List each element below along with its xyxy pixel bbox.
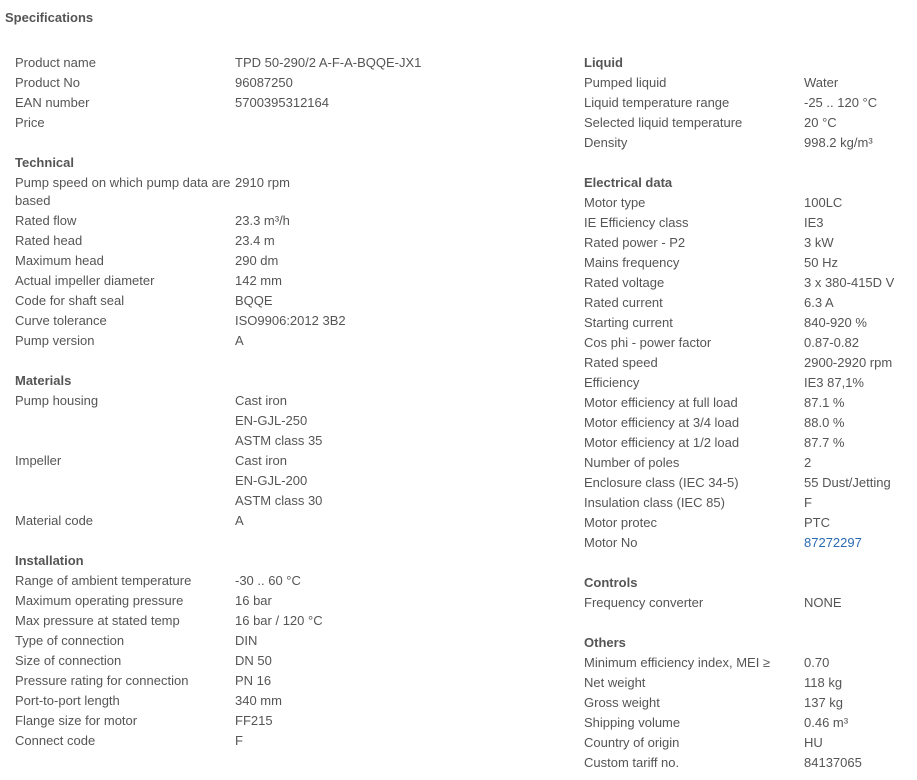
section-title-installation: Installation — [15, 553, 84, 568]
spec-value: 88.0 % — [804, 415, 845, 430]
spec-row — [584, 733, 914, 753]
spec-row — [15, 271, 575, 291]
spec-label: Motor No — [584, 535, 638, 550]
spec-label: Size of connection — [15, 653, 122, 668]
spec-value: 5700395312164 — [235, 95, 329, 110]
section-title-controls: Controls — [584, 575, 638, 590]
spec-row — [584, 433, 914, 453]
spec-label: Efficiency — [584, 375, 640, 390]
spec-label: Minimum efficiency index, MEI ≥ — [584, 655, 771, 670]
spec-row — [584, 313, 914, 333]
spec-label: Flange size for motor — [15, 713, 138, 728]
spec-value: A — [235, 513, 244, 528]
spec-value-list — [235, 391, 575, 451]
spec-row — [584, 673, 914, 693]
spec-value: 50 Hz — [804, 255, 838, 270]
spec-value: FF215 — [235, 713, 273, 728]
spec-row — [15, 671, 575, 691]
spec-label: Insulation class (IEC 85) — [584, 495, 725, 510]
spec-row — [584, 413, 914, 433]
spec-value: TPD 50-290/2 A-F-A-BQQE-JX1 — [235, 55, 422, 70]
spec-row — [584, 93, 914, 113]
spec-row — [15, 311, 575, 331]
spec-label: Custom tariff no. — [584, 755, 680, 770]
spec-value: 16 bar / 120 °C — [235, 613, 323, 628]
materials-section — [15, 371, 575, 531]
spec-row — [15, 53, 575, 73]
spec-row — [15, 73, 575, 93]
spec-label: Motor efficiency at full load — [584, 395, 738, 410]
spec-row — [584, 713, 914, 733]
technical-section — [15, 153, 575, 351]
spec-row — [15, 93, 575, 113]
right-spec-column — [584, 53, 914, 773]
spec-row — [584, 493, 914, 513]
spec-value — [235, 113, 575, 133]
spec-row — [15, 331, 575, 351]
spec-label: IE Efficiency class — [584, 215, 689, 230]
spec-row — [15, 231, 575, 251]
spec-value: HU — [804, 735, 823, 750]
spec-value: ASTM class 35 — [235, 433, 323, 448]
spec-row — [584, 213, 914, 233]
spec-row — [15, 591, 575, 611]
spec-row — [15, 391, 575, 451]
spec-row — [15, 211, 575, 231]
spec-value: IE3 — [804, 215, 824, 230]
spec-row — [15, 173, 575, 211]
spec-value: 20 °C — [804, 115, 837, 130]
spec-value: 84137065 — [804, 755, 862, 770]
spec-row — [15, 631, 575, 651]
spec-value: 998.2 kg/m³ — [804, 135, 873, 150]
spec-label: Maximum operating pressure — [15, 593, 184, 608]
spec-value: 0.87-0.82 — [804, 335, 859, 350]
spec-row — [584, 473, 914, 493]
section-title-others: Others — [584, 635, 626, 650]
spec-value: ASTM class 30 — [235, 493, 323, 508]
spec-label: Gross weight — [584, 695, 660, 710]
spec-label: Code for shaft seal — [15, 293, 125, 308]
spec-value: 142 mm — [235, 273, 282, 288]
spec-value: 340 mm — [235, 693, 282, 708]
spec-value: F — [235, 733, 243, 748]
section-title-liquid: Liquid — [584, 55, 623, 70]
page-title: Specifications — [5, 10, 94, 25]
spec-value: Water — [804, 75, 839, 90]
spec-label: EAN number — [15, 95, 90, 110]
spec-value: 6.3 A — [804, 295, 834, 310]
spec-label: Curve tolerance — [15, 313, 107, 328]
spec-label: Range of ambient temperature — [15, 573, 192, 588]
spec-value: DN 50 — [235, 653, 272, 668]
spec-label: Pump speed on which pump data are based — [15, 175, 231, 208]
spec-row — [584, 453, 914, 473]
spec-value: Cast iron — [235, 393, 288, 408]
spec-value: DIN — [235, 633, 258, 648]
spec-row — [15, 291, 575, 311]
general-section — [15, 53, 575, 133]
spec-value-list — [235, 451, 575, 511]
spec-label: Rated current — [584, 295, 663, 310]
spec-row — [15, 251, 575, 271]
spec-value: 0.46 m³ — [804, 715, 849, 730]
section-title-electrical: Electrical data — [584, 175, 673, 190]
spec-value: 100LC — [804, 195, 843, 210]
spec-label: Pressure rating for connection — [15, 673, 189, 688]
spec-value: 0.70 — [804, 655, 830, 670]
spec-label: Pump housing — [15, 393, 99, 408]
spec-value: 87.7 % — [804, 435, 845, 450]
spec-label: Motor protec — [584, 515, 657, 530]
spec-label: Max pressure at stated temp — [15, 613, 180, 628]
spec-label: Actual impeller diameter — [15, 273, 155, 288]
spec-value: PTC — [804, 515, 830, 530]
spec-row — [584, 653, 914, 673]
spec-value: 2 — [804, 455, 812, 470]
spec-label: Connect code — [15, 733, 96, 748]
spec-row — [584, 113, 914, 133]
spec-row — [584, 333, 914, 353]
spec-label: Enclosure class (IEC 34-5) — [584, 475, 739, 490]
others-section — [584, 633, 914, 773]
spec-label: Pumped liquid — [584, 75, 667, 90]
spec-row — [584, 533, 914, 553]
spec-value: 118 kg — [804, 675, 843, 690]
spec-label: Motor efficiency at 3/4 load — [584, 415, 740, 430]
controls-section — [584, 573, 914, 613]
spec-row — [584, 73, 914, 93]
spec-label: Maximum head — [15, 253, 104, 268]
spec-row — [15, 451, 575, 511]
liquid-section — [584, 53, 914, 153]
spec-row — [584, 253, 914, 273]
spec-label: Cos phi - power factor — [584, 335, 712, 350]
spec-value: 87.1 % — [804, 395, 845, 410]
spec-value: EN-GJL-250 — [235, 413, 308, 428]
installation-section — [15, 551, 575, 751]
spec-label: Net weight — [584, 675, 646, 690]
spec-label: Product name — [15, 55, 96, 70]
electrical-section — [584, 173, 914, 553]
spec-label: Selected liquid temperature — [584, 115, 743, 130]
spec-label: Rated power - P2 — [584, 235, 686, 250]
spec-label: Rated voltage — [584, 275, 665, 290]
spec-row — [15, 691, 575, 711]
spec-row — [584, 233, 914, 253]
spec-row — [584, 593, 914, 613]
spec-label: Number of poles — [584, 455, 680, 470]
spec-label: Pump version — [15, 333, 95, 348]
spec-label: Rated speed — [584, 355, 658, 370]
spec-value: 23.3 m³/h — [235, 213, 290, 228]
spec-label: Material code — [15, 513, 94, 528]
spec-value: 16 bar — [235, 593, 272, 608]
spec-value: 290 dm — [235, 253, 279, 268]
section-title-technical: Technical — [15, 155, 75, 170]
spec-label: Motor efficiency at 1/2 load — [584, 435, 740, 450]
spec-value: 23.4 m — [235, 233, 275, 248]
spec-label: Port-to-port length — [15, 693, 120, 708]
spec-label: Liquid temperature range — [584, 95, 730, 110]
spec-row — [15, 511, 575, 531]
spec-label: Shipping volume — [584, 715, 681, 730]
spec-row — [584, 693, 914, 713]
spec-row — [584, 353, 914, 373]
spec-value: PN 16 — [235, 673, 272, 688]
spec-value: 2900-2920 rpm — [804, 355, 893, 370]
motor-no-link[interactable]: 87272297 — [804, 535, 862, 550]
spec-row — [584, 393, 914, 413]
spec-row — [15, 571, 575, 591]
spec-label: Impeller — [15, 453, 62, 468]
spec-value: -30 .. 60 °C — [235, 573, 301, 588]
spec-label: Rated head — [15, 233, 83, 248]
spec-row — [584, 373, 914, 393]
spec-value: 3 kW — [804, 235, 834, 250]
spec-value: ISO9906:2012 3B2 — [235, 313, 346, 328]
spec-row — [584, 273, 914, 293]
spec-value: -25 .. 120 °C — [804, 95, 878, 110]
spec-label: Price — [15, 115, 45, 130]
spec-label: Density — [584, 135, 628, 150]
spec-label: Frequency converter — [584, 595, 704, 610]
spec-row — [15, 711, 575, 731]
spec-row — [15, 731, 575, 751]
spec-value: 137 kg — [804, 695, 844, 710]
spec-value: 96087250 — [235, 75, 293, 90]
spec-row — [584, 133, 914, 153]
spec-label: Motor type — [584, 195, 646, 210]
left-spec-column — [15, 53, 575, 751]
spec-label: Product No — [15, 75, 81, 90]
spec-value: F — [804, 495, 812, 510]
spec-value: IE3 87,1% — [804, 375, 864, 390]
spec-label: Type of connection — [15, 633, 125, 648]
spec-row — [15, 651, 575, 671]
spec-row — [15, 113, 575, 133]
spec-value: 3 x 380-415D V — [804, 275, 895, 290]
spec-value: EN-GJL-200 — [235, 473, 308, 488]
spec-value: A — [235, 333, 244, 348]
spec-row — [15, 611, 575, 631]
spec-row — [584, 193, 914, 213]
section-title-materials: Materials — [15, 373, 72, 388]
spec-label: Starting current — [584, 315, 673, 330]
spec-row — [584, 513, 914, 533]
spec-label: Rated flow — [15, 213, 77, 228]
spec-value: 2910 rpm — [235, 175, 290, 190]
spec-label: Country of origin — [584, 735, 680, 750]
spec-value: 55 Dust/Jetting — [804, 475, 891, 490]
spec-value: BQQE — [235, 293, 273, 308]
spec-value: 840-920 % — [804, 315, 867, 330]
spec-value: NONE — [804, 595, 842, 610]
spec-value: Cast iron — [235, 453, 288, 468]
spec-label: Mains frequency — [584, 255, 680, 270]
spec-row — [584, 293, 914, 313]
spec-row — [584, 753, 914, 773]
